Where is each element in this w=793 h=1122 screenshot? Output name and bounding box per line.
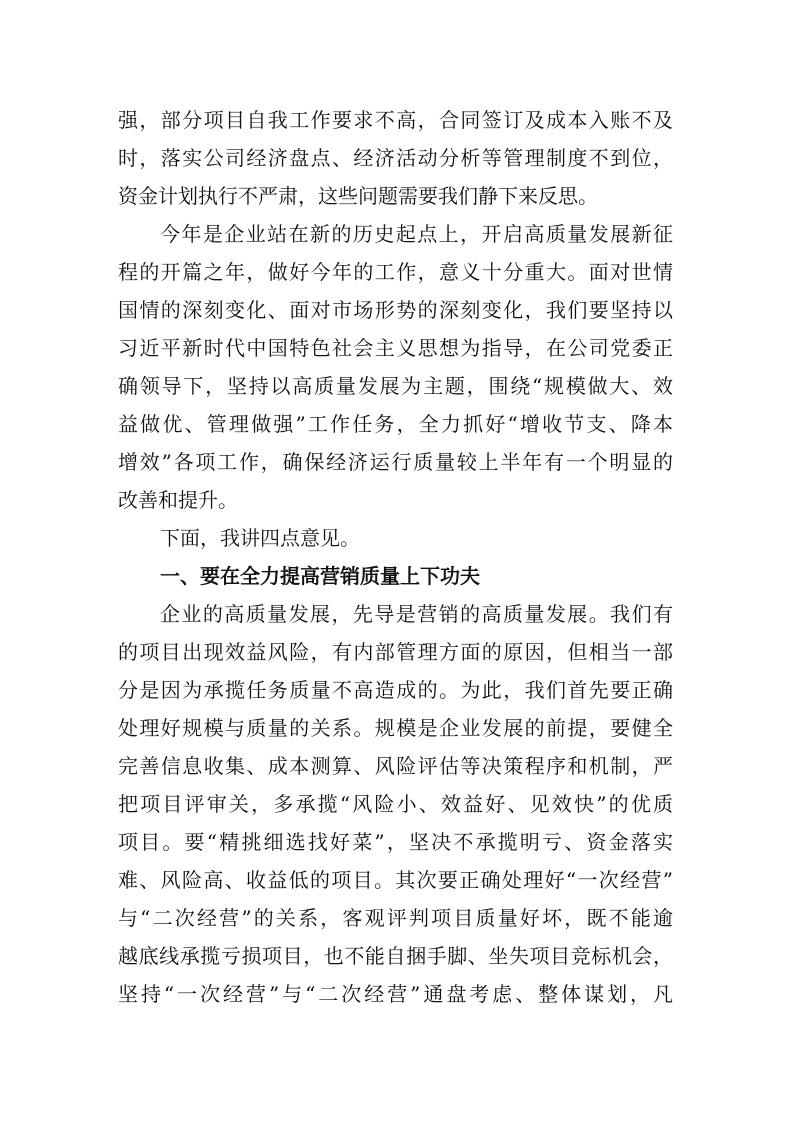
- text-line: 难、风险高、收益低的项目。其次要正确处理好“一次经营”: [118, 868, 673, 892]
- text-line: 益做优、管理做强”工作任务，全力抓好“增收节支、降本: [118, 412, 673, 436]
- text-line: 处理好规模与质量的关系。规模是企业发展的前提，要健全: [118, 716, 673, 740]
- text-line: 增效”各项工作，确保经济运行质量较上半年有一个明显的: [118, 450, 673, 474]
- text-line: 坚持“一次经营”与“二次经营”通盘考虑、整体谋划，凡: [118, 982, 673, 1006]
- text-line: 改善和提升。: [118, 488, 238, 512]
- text-line: 资金计划执行不严肃，这些问题需要我们静下来反思。: [118, 184, 598, 208]
- text-line: 下面，我讲四点意见。: [160, 526, 360, 550]
- text-line: 强，部分项目自我工作要求不高，合同签订及成本入账不及: [118, 108, 673, 132]
- text-line: 今年是企业站在新的历史起点上，开启高质量发展新征: [160, 222, 673, 246]
- text-line: 分是因为承揽任务质量不高造成的。为此，我们首先要正确: [118, 678, 673, 702]
- text-line: 把项目评审关，多承揽“风险小、效益好、见效快”的优质: [118, 792, 673, 816]
- text-line: 完善信息收集、成本测算、风险评估等决策程序和机制，严: [118, 754, 673, 778]
- text-line: 国情的深刻变化、面对市场形势的深刻变化，我们要坚持以: [118, 298, 673, 322]
- text-line: 项目。要“精挑细选找好菜”，坚决不承揽明亏、资金落实: [118, 830, 673, 854]
- text-line: 与“二次经营”的关系，客观评判项目质量好坏，既不能逾: [118, 906, 673, 930]
- text-line: 习近平新时代中国特色社会主义思想为指导，在公司党委正: [118, 336, 673, 360]
- document-page: [118, 108, 673, 1020]
- text-line: 时，落实公司经济盘点、经济活动分析等管理制度不到位，: [118, 146, 673, 170]
- text-line: 越底线承揽亏损项目，也不能自捆手脚、坐失项目竞标机会，: [118, 944, 673, 968]
- text-line: 程的开篇之年，做好今年的工作，意义十分重大。面对世情: [118, 260, 673, 284]
- section-heading: 一、要在全力提高营销质量上下功夫: [160, 564, 480, 588]
- text-line: 的项目出现效益风险，有内部管理方面的原因，但相当一部: [118, 640, 673, 664]
- text-line: 企业的高质量发展，先导是营销的高质量发展。我们有: [160, 602, 673, 626]
- text-line: 确领导下，坚持以高质量发展为主题，围绕“规模做大、效: [118, 374, 673, 398]
